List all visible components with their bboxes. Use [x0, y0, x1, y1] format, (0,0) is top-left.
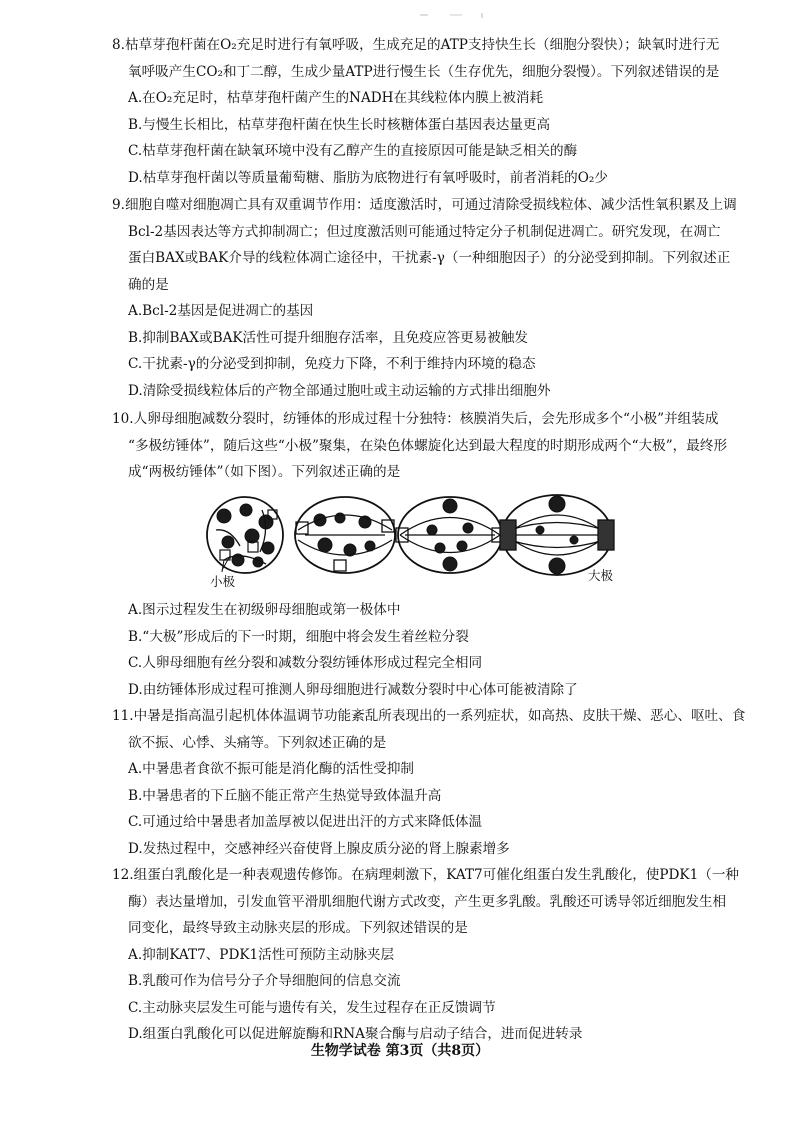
option-a: A.中暑患者食欲不振可能是消化酶的活性受抑制 — [128, 761, 415, 777]
option-c: C.枯草芽孢杆菌在缺氧环境中没有乙醇产生的直接原因可能是缺乏相关的酶 — [128, 143, 578, 159]
option-a: A.Bcl-2基因是促进凋亡的基因 — [128, 303, 314, 319]
option-c: C.人卵母细胞有丝分裂和减数分裂纺锤体形成过程完全相同 — [128, 655, 483, 671]
question-9 — [112, 192, 737, 404]
option-c: C.主动脉夹层发生可能与遗传有关，发生过程存在正反馈调节 — [128, 999, 496, 1016]
question-8 — [112, 32, 720, 191]
option-b: B.中暑患者的下丘脑不能正常产生热觉导致体温升高 — [128, 787, 442, 804]
question-11 — [112, 703, 746, 862]
option-b: B.乳酸可作为信号分子介导细胞间的信息交流 — [128, 973, 401, 989]
option-d: D.清除受损线粒体后的产物全部通过胞吐或主动运输的方式排出细胞外 — [128, 382, 551, 399]
question-stem-line: Bcl-2基因表达等方式抑制凋亡；但过度激活则可能通过特定分子机制促进凋亡。研究发现，在凋亡 — [128, 223, 721, 240]
question-stem-line: 9.细胞自噬对细胞凋亡具有双重调节作用：适度激活时，可通过清除受损线粒体、减少活性氧积累及上调 — [112, 197, 737, 213]
question-stem-line: “多极纺锤体”，随后这些“小极”聚集，在染色体螺旋化达到最大程度的时期形成两个“大极”，最终形 — [128, 437, 728, 454]
option-a: A.抑制KAT7、PDK1活性可预防主动脉夹层 — [128, 946, 395, 963]
option-a: A.图示过程发生在初级卵母细胞或第一极体中 — [128, 602, 401, 618]
question-stem-line: 10.人卵母细胞减数分裂时，纺锤体的形成过程十分独特：核膜消失后，会先形成多个“小极”并组装成 — [112, 411, 719, 427]
question-stem-line: 11.中暑是指高温引起机体体温调节功能紊乱所表现出的一系列症状，如高热、皮肤干燥、恶心、呕吐、食 — [112, 708, 746, 724]
question-10 — [112, 406, 728, 486]
option-d: D.由纺锤体形成过程可推测人卵母细胞进行减数分裂时中心体可能被清除了 — [128, 681, 578, 698]
scan-mark — [420, 4, 500, 12]
question-stem-line: 蛋白BAX或BAK介导的线粒体凋亡途径中，干扰素-γ（一种细胞因子）的分泌受到抑制。下列叙述正 — [128, 250, 731, 266]
option-b: B.抑制BAX或BAK活性可提升细胞存活率，且免疫应答更易被触发 — [128, 329, 529, 346]
question-stem-line: 同变化，最终导致主动脉夹层的形成。下列叙述错误的是 — [128, 920, 468, 936]
option-d: D.组蛋白乳酸化可以促进解旋酶和RNA聚合酶与启动子结合，进而促进转录 — [128, 1026, 583, 1042]
question-stem-line: 8.枯草芽孢杆菌在O₂充足时进行有氧呼吸，生成充足的ATP支持快生长（细胞分裂快）；缺氧时进行无 — [112, 37, 720, 53]
cell-bipolar — [500, 495, 614, 575]
page-footer: 生物学试卷 第3页（共8页） — [310, 1043, 490, 1059]
question-stem-line: 12.组蛋白乳酸化是一种表观遗传修饰。在病理刺激下，KAT7可催化组蛋白发生乳酸化，使PDK1（一种 — [112, 867, 740, 883]
option-d: D.枯草芽孢杆菌以等质量葡萄糖、脂肪为底物进行有氧呼吸时，前者消耗的O₂少 — [128, 169, 608, 186]
option-c: C.可通过给中暑患者加盖厚被以促进出汗的方式来降低体温 — [128, 814, 483, 830]
question-stem-line: 氧呼吸产生CO₂和丁二醇，生成少量ATP进行慢生长（生存优先，细胞分裂慢）。下列叙述错误的是 — [128, 63, 720, 80]
small-pole-label: 小极 — [210, 574, 236, 589]
spindle-formation-figure — [200, 490, 620, 590]
cell-two-poles-forming — [396, 497, 504, 573]
cell-multipolar — [207, 497, 283, 573]
option-b: B.“大极”形成后的下一时期，细胞中将会发生着丝粒分裂 — [128, 628, 469, 645]
question-12 — [112, 862, 740, 1048]
question-10-options — [112, 597, 672, 703]
option-a: A.在O₂充足时，枯草芽孢杆菌产生的NADH在其线粒体内膜上被消耗 — [128, 90, 544, 106]
option-b: B.与慢生长相比，枯草芽孢杆菌在快生长时核糖体蛋白基因表达量更高 — [128, 116, 551, 133]
cell-clustering — [295, 497, 395, 573]
question-stem-line: 酶）表达量增加，引发血管平滑肌细胞代谢方式改变，产生更多乳酸。乳酸还可诱导邻近细胞发生相 — [128, 893, 727, 910]
option-d: D.发热过程中，交感神经兴奋使肾上腺皮质分泌的肾上腺素增多 — [128, 840, 510, 857]
question-stem-line: 确的是 — [128, 276, 169, 293]
question-stem-line: 欲不振、心悸、头痛等。下列叙述正确的是 — [128, 734, 387, 751]
question-stem-line: 成“两极纺锤体”（如下图）。下列叙述正确的是 — [128, 464, 401, 480]
big-pole-label: 大极 — [588, 568, 614, 583]
option-c: C.干扰素-γ的分泌受到抑制，免疫力下降，不利于维持内环境的稳态 — [128, 356, 536, 372]
